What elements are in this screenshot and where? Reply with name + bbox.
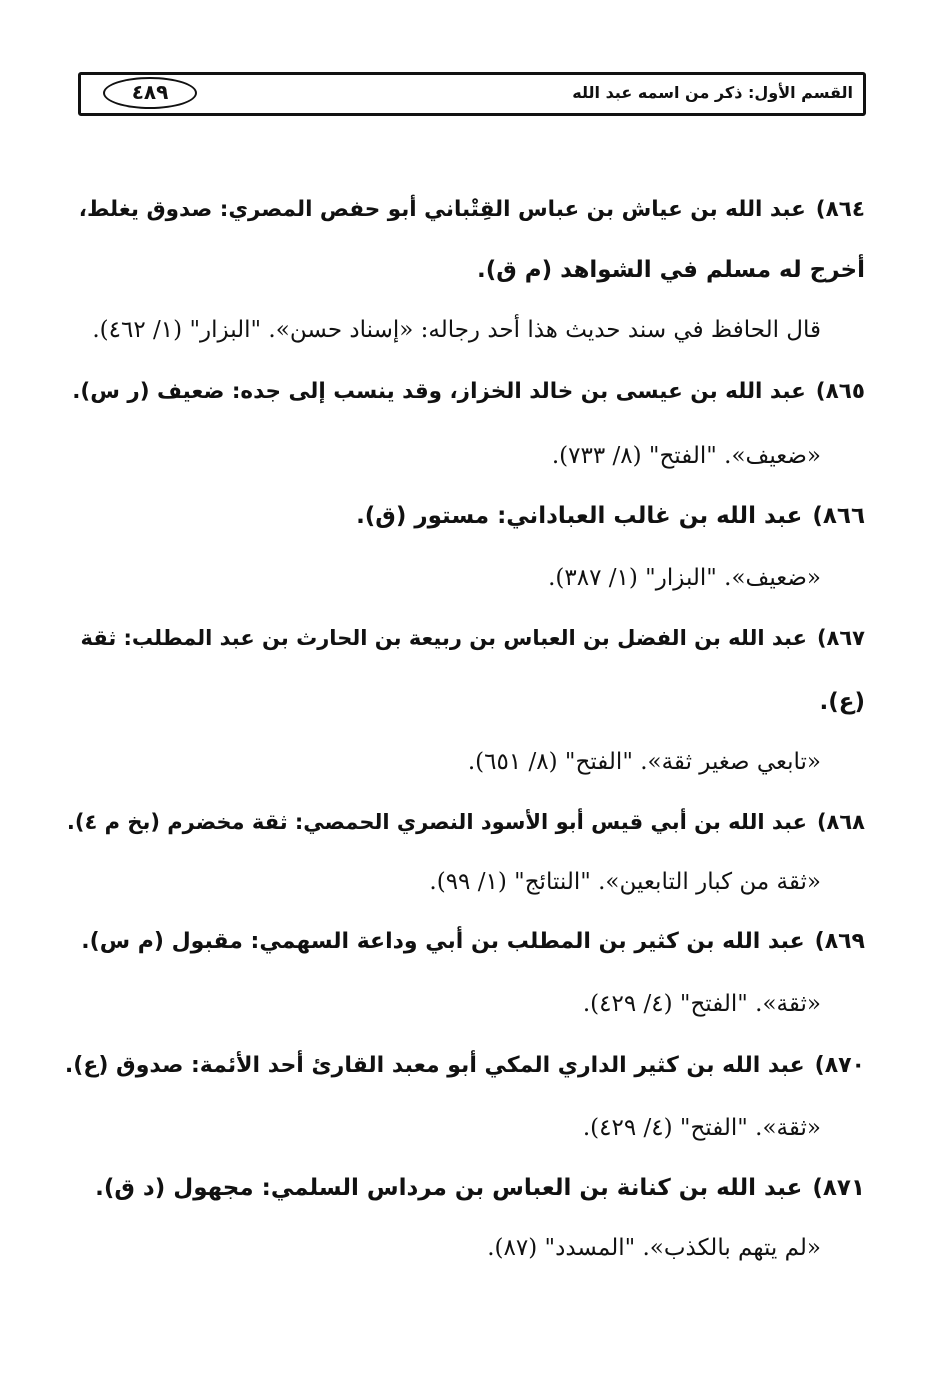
entry-text: (ع).: [819, 689, 865, 715]
note-870: [583, 1108, 821, 1148]
entry-870: [65, 1046, 865, 1086]
note-text: «ثقة». "الفتح" (٤/ ٤٢٩).: [582, 1115, 821, 1141]
entry-text: عبد الله بن عيسى بن خالد الخزاز، وقد ينسب إلى جده: ضعيف (ر س).: [72, 379, 806, 404]
entry-869: [81, 922, 865, 962]
entry-number: ٨٦٧): [816, 626, 865, 650]
note-866: [548, 558, 821, 598]
entry-text: عبد الله بن غالب العباداني: مستور (ق).: [356, 503, 803, 529]
note-text: قال الحافظ في سند حديث هذا أحد رجاله: «إسناد حسن». "البزار" (١/ ٤٦٢).: [92, 317, 821, 343]
entry-number: ٨٦٤): [815, 197, 865, 222]
entry-864: [79, 190, 865, 230]
entry-867: [80, 618, 865, 658]
note-868: [429, 862, 821, 902]
entry-864-continued: [477, 250, 865, 290]
note-text: «ضعيف». "البزار" (١/ ٣٨٧).: [548, 565, 821, 591]
entry-866: [356, 496, 865, 536]
entry-text: عبد الله بن الفضل بن العباس بن ربيعة بن الحارث بن عبد المطلب: ثقة: [80, 626, 807, 650]
note-text: «ثقة». "الفتح" (٤/ ٤٢٩).: [582, 991, 821, 1017]
entry-number: ٨٦٦): [812, 503, 865, 529]
entry-number: ٨٦٥): [815, 379, 865, 404]
note-864: [92, 310, 821, 350]
note-text: «ثقة من كبار التابعين». "النتائج" (١/ ٩٩).: [429, 869, 821, 895]
entry-number: ٨٦٩): [814, 929, 865, 954]
note-867: [468, 742, 821, 782]
entry-number: ٨٧١): [812, 1175, 865, 1201]
entry-865: [72, 372, 865, 412]
entry-text: عبد الله بن أبي قيس أبو الأسود النصري الحمصي: ثقة مخضرم (بخ م ٤).: [66, 810, 807, 834]
entry-text: أخرج له مسلم في الشواهد (م ق).: [476, 257, 865, 283]
header-title: القسم الأول: ذكر من اسمه عبد الله: [572, 83, 853, 102]
entry-number: ٨٧٠): [814, 1053, 865, 1078]
note-text: «لم يتهم بالكذب». "المسدد" (٨٧).: [487, 1235, 821, 1261]
note-text: «ضعيف». "الفتح" (٨/ ٧٣٣).: [551, 443, 821, 469]
note-869: [583, 984, 821, 1024]
entry-868: [67, 802, 865, 842]
entry-text: عبد الله بن كنانة بن العباس بن مرداس السلمي: مجهول (د ق).: [95, 1175, 803, 1201]
entry-871: [95, 1168, 865, 1208]
entry-text: عبد الله بن كثير بن المطلب بن أبي وداعة السهمي: مقبول (م س).: [81, 929, 805, 954]
note-865: [552, 436, 821, 476]
note-871: [487, 1228, 821, 1268]
entry-text: عبد الله بن عياش بن عباس القِتْباني أبو حفص المصري: صدوق يغلط،: [78, 197, 806, 222]
entry-text: عبد الله بن كثير الداري المكي أبو معبد القارئ أحد الأئمة: صدوق (ع).: [64, 1053, 805, 1078]
entry-867-continued: [820, 682, 865, 722]
page-number: ٤٨٩: [103, 77, 197, 109]
entry-number: ٨٦٨): [816, 810, 865, 834]
note-text: «تابعي صغير ثقة». "الفتح" (٨/ ٦٥١).: [467, 749, 821, 775]
